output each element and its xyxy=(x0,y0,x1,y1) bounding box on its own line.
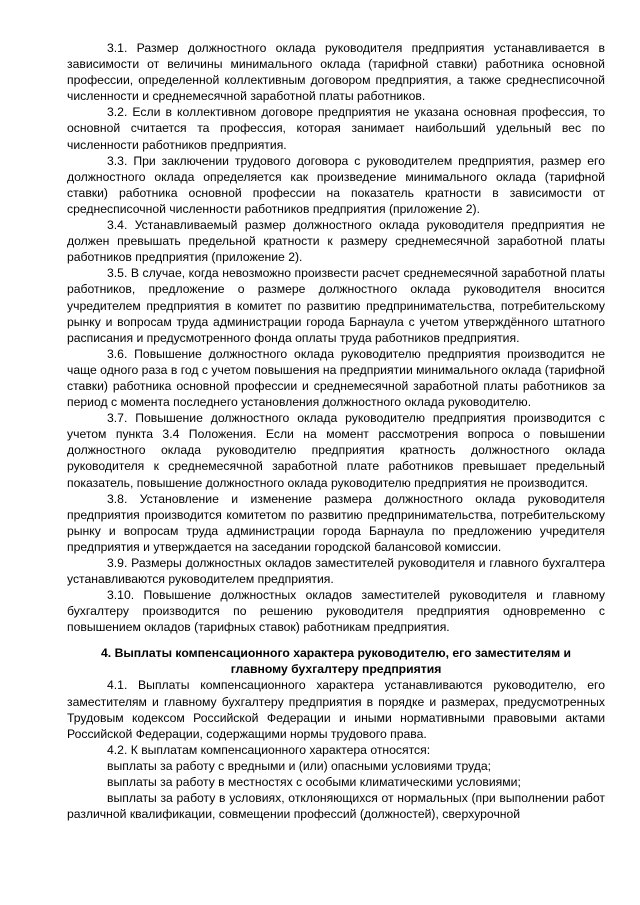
paragraph-3-5: 3.5. В случае, когда невозможно произвести расчет среднемесячной заработной платы работников, предложение о размере должностного оклада руководителя вносится учредителем предприятия в комитет по развитию предпринимательства, потребительскому рынку и вопросам труда администрации города Барнаула с учетом утверждённого штатного расписания и предусмотренного фонда оплаты труда работников предприятия. xyxy=(67,266,605,345)
paragraph-3-8: 3.8. Установление и изменение размера должностного оклада руководителя предприятия производится комитетом по развитию предпринимательства, потребительскому рынку и вопросам труда администрации города Барнаула по предложению учредителя предприятия и утверждается на заседании городской балансовой комиссии. xyxy=(67,491,605,554)
list-item-harmful-conditions: выплаты за работу с вредными и (или) опасными условиями труда; xyxy=(107,758,492,773)
paragraph-3-2: 3.2. Если в коллективном договоре предприятия не указана основная профессия, то основной считается та профессия, которая занимает наибольший удельный вес по численности работников предприятия. xyxy=(67,105,605,152)
document-page xyxy=(67,40,605,822)
section-4-heading: 4. Выплаты компенсационного характера руководителю, его заместителям и главному бухгалтеру предприятия xyxy=(101,646,571,677)
paragraph-3-7: 3.7. Повышение должностного оклада руководителю предприятия производится с учетом пункта 3.4 Положения. Если на момент рассмотрения вопроса о повышении должностного оклада руководителю предприятия кратность должностного оклада руководителя к среднемесячной заработной плате работников превышает предельный показатель, повышение должностного оклада руководителю предприятия не производится. xyxy=(67,411,605,490)
paragraph-4-1-text-start: 4.1. Выплаты компенсационного характера устанавливаются руководителю, его заместителям и главному бухгалтеру предприятия в порядке и размерах, предусмотренных Трудовым xyxy=(67,678,605,725)
paragraph-4-2: 4.2. К выплатам компенсационного характера относятся: xyxy=(107,742,431,757)
paragraph-3-4: 3.4. Устанавливаемый размер должностного оклада руководителя предприятия не должен превышать предельной кратности к размеру среднемесячной заработной платы работников предприятия (приложение 2). xyxy=(67,218,605,265)
paragraph-3-9: 3.9. Размеры должностных окладов заместителей руководителя и главного бухгалтера устанавливаются руководителем предприятия. xyxy=(67,556,605,587)
paragraph-4-1-text-end: Российской Федерации и иными нормативными правовыми актами Российской Федерации, содержащими нормы трудового права. xyxy=(67,710,606,741)
list-item-abnormal-conditions: выплаты за работу в условиях, отклоняющихся от нормальных (при выполнении работ различной квалификации, совмещении профессий (должностей), сверхурочной xyxy=(67,791,605,822)
paragraph-3-6: 3.6. Повышение должностного оклада руководителю предприятия производится не чаще одного раза в год с учетом повышения на предприятии минимального оклада (тарифной ставки) работника основной профессии и среднемесячной заработной платы работников за период с момента последнего установления должностного оклада руководителю. xyxy=(67,346,605,410)
list-item-climate-conditions: выплаты за работу в местностях с особыми климатическими условиями; xyxy=(107,775,521,790)
paragraph-3-10: 3.10. Повышение должностных окладов заместителей руководителя и главному бухгалтеру производится по решению руководителя предприятия одновременно с повышением окладов (тарифных ставок) работникам предприятия. xyxy=(67,588,605,635)
paragraph-3-3: 3.3. При заключении трудового договора с руководителем предприятия, размер его должностного оклада определяется как произведение минимального оклада (тарифной ставки) работника основной профессии на показатель кратности в зависимости от среднесписочной численности работников предприятия (приложение 2). xyxy=(67,153,605,216)
paragraph-3-1: 3.1. Размер должностного оклада руководителя предприятия устанавливается в зависимости от величины минимального оклада (тарифной ставки) работника основной профессии, определенной коллективным договором предприятия, а также среднесписочной численности и среднемесячной заработной платы работников. xyxy=(67,41,605,104)
codex-link[interactable]: кодексом xyxy=(132,710,185,725)
paragraph-4-1 xyxy=(67,677,605,741)
